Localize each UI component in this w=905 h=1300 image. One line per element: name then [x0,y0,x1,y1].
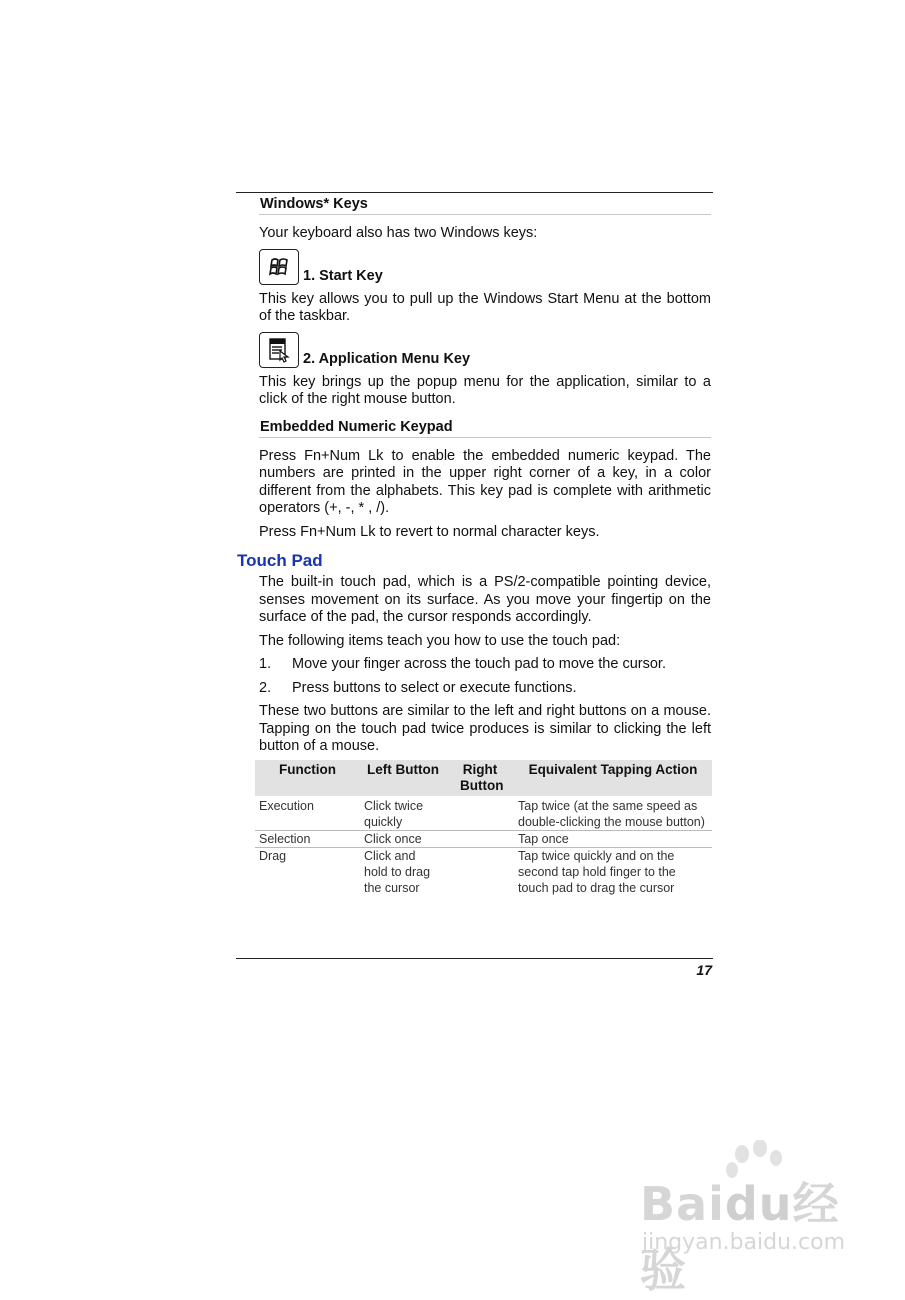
list-item [259,656,711,674]
app-key-row [259,332,711,368]
table-header-row [255,760,712,796]
app-key-text: This key brings up the popup menu for the application, similar to a click of the right mouse button. [259,373,711,407]
application-menu-icon [259,332,299,368]
windows-keys-intro: Your keyboard also has two Windows keys: [259,225,538,241]
footer-rule [236,958,713,959]
table-cell [360,847,446,896]
table-header-cell [446,760,514,796]
table-cell: Tap twice (at the same speed as double-clicking the mouse button) [514,796,712,831]
touch-pad-para1: The built-in touch pad, which is a PS/2-compatible pointing device, senses movement on its surface. As you move your fingertip on the surface of the pad, the cursor responds accordingly. [259,574,711,625]
header-rule [236,192,713,193]
table-cell-text: Tap twice quickly and on the second tap hold finger to the touch pad to drag the cursor [518,848,676,895]
windows-keys-heading: Windows* Keys [259,196,711,215]
table-cell [446,796,514,831]
table-cell: Click once [360,830,446,847]
table-cell: Click twice quickly [360,796,446,831]
start-key-text: This key allows you to pull up the Windows Start Menu at the bottom of the taskbar. [259,290,711,324]
numeric-keypad-para1: Press Fn+Num Lk to enable the embedded numeric keypad. The numbers are printed in the upper right corner of a key, in a color different from the alphabets. This key pad is complete with arithmetic operators (+, -, * , /). [259,447,711,516]
table-cell [446,847,514,896]
table-header-cell: Equivalent Tapping Action [514,760,712,796]
watermark-brand-c: 经验 [640,1177,840,1297]
touch-pad-para2: The following items teach you how to use the touch pad: [259,632,621,649]
list-number: 2. [259,679,272,696]
windows-logo-icon [259,249,299,285]
page-content [237,196,711,896]
table-header-cell: Function [255,760,360,796]
list-text: Press buttons to select or execute functions. [292,679,577,696]
table-cell [446,830,514,847]
app-key-title: 2. Application Menu Key [303,350,471,367]
table-row [255,796,712,831]
table-row [255,830,712,847]
start-key-title: 1. Start Key [303,267,383,284]
list-number: 1. [259,656,272,672]
table-cell-text: Click and hold to drag the cursor [364,848,431,895]
table-cell: Selection [255,830,360,847]
table-row [255,847,712,896]
page-number: 17 [696,962,712,978]
touch-pad-para3: These two buttons are similar to the left and right buttons on a mouse. Tapping on the touch pad twice produces is similar to clicking the left button of a mouse. [259,703,711,754]
watermark-brand-a: Bai [640,1177,725,1231]
table-cell: Tap once [514,830,712,847]
touch-pad-title: Touch Pad [237,551,323,570]
watermark-url: jingyan.baidu.com [642,1230,846,1255]
numeric-keypad-para2: Press Fn+Num Lk to revert to normal character keys. [259,523,600,540]
list-item [259,680,711,698]
numeric-keypad-heading: Embedded Numeric Keypad [259,419,711,438]
tapping-table [255,760,712,896]
table-header-text: Right Button [460,761,504,793]
start-key-row [259,249,711,285]
table-cell: Drag [259,848,287,863]
table-header-cell: Left Button [360,760,446,796]
table-cell [514,847,712,896]
list-text: Move your finger across the touch pad to move the cursor. [292,656,666,672]
watermark-brand-b: du [724,1177,793,1231]
table-cell: Execution [255,796,360,831]
baidu-watermark [640,1140,870,1297]
